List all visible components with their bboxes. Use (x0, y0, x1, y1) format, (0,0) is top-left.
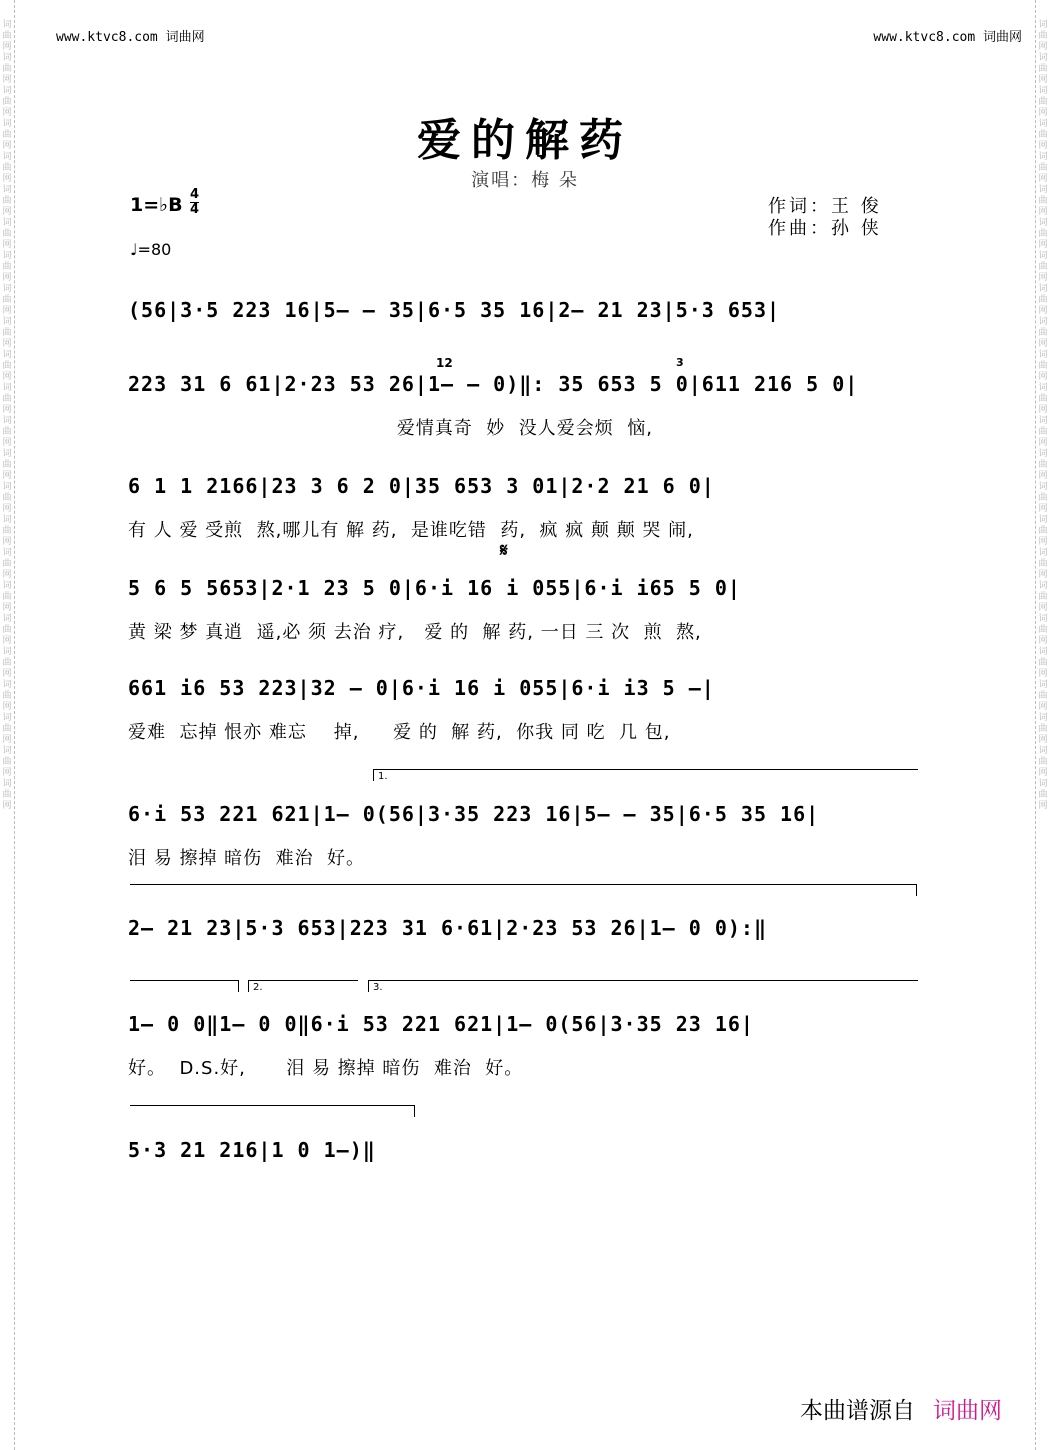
lyrics-line: 黄 梁 梦 真逍 遥,必 须 去治 疗, 爱 的 解 药, 一日 三 次 煎 熬, (128, 622, 702, 643)
notation-line: 661 i6 53 223|32 – 0|6·i 16 i 055|6·i i3 5 –| (128, 676, 715, 700)
first-ending-bracket (373, 769, 918, 770)
repeat-count-mark: 12 (436, 356, 453, 370)
score-row-6 (128, 802, 923, 869)
lyrics-line: 泪 易 擦掉 暗伤 难治 好。 (128, 848, 366, 869)
third-ending-continuation-edge (414, 1105, 415, 1117)
notation-line: (56|3·5 223 16|5– – 35|6·5 35 16|2– 21 23|5·3 653| (128, 298, 781, 322)
score-row-3 (128, 474, 923, 541)
second-ending-bracket (248, 980, 358, 981)
first-ending-tail (130, 980, 238, 981)
notation-line: 5·3 21 216|1 0 1–)‖ (128, 1138, 376, 1162)
composer: 作曲：孙 侠 (768, 218, 882, 239)
first-ending-label: 1. (378, 771, 388, 782)
lyrics-line: 爱情真奇 妙 没人爱会烦 恼, (128, 418, 653, 439)
footer-source (800, 1392, 1002, 1425)
score-row-1 (128, 298, 923, 358)
first-ending-bracket-edge (373, 769, 374, 781)
watermark-left: 词曲网 词曲网 词曲网 词曲网 词曲网 词曲网 词曲网 词曲网 词曲网 词曲网 词曲网 词曲网 词曲网 词曲网 词曲网 词曲网 词曲网 词曲网 词曲网 词曲网 词曲网 词曲网 词曲网 词曲网 (2, 20, 12, 811)
third-ending-continuation (130, 1105, 414, 1106)
lyricist: 作词：王 俊 (768, 196, 882, 217)
notation-line: 223 31 6 61|2·23 53 26|1– – 0)‖: 35 653 5 0|611 216 5 0| (128, 372, 859, 396)
first-ending-continuation-edge (916, 884, 917, 896)
song-title: 爱的解药 (417, 115, 633, 166)
brand-link[interactable]: 词曲网 (933, 1398, 1002, 1424)
score-row-2 (128, 372, 923, 439)
tempo-marking: ♩=80 (130, 240, 172, 259)
site-link-right[interactable]: www.ktvc8.com 词曲网 (873, 30, 1022, 45)
score-row-9 (128, 1138, 923, 1198)
time-signature-bottom: 4 (190, 202, 200, 217)
score-row-7 (128, 916, 923, 976)
lyrics-line: 爱难 忘掉 恨亦 难忘 掉, 爱 的 解 药, 你我 同 吃 几 包, (128, 722, 671, 743)
second-ending-label: 2. (253, 982, 263, 993)
third-ending-bracket (368, 980, 918, 981)
lyrics-line: 好。 D.S.好, 泪 易 擦掉 暗伤 难治 好。 (128, 1058, 524, 1079)
score-row-5 (128, 676, 923, 743)
notation-line: 6·i 53 221 621|1– 0(56|3·35 223 16|5– – 35|6·5 35 16| (128, 802, 820, 826)
triplet-mark: 3 (676, 356, 684, 369)
singer: 演唱：梅 朵 (471, 170, 579, 191)
source-label: 本曲谱源自 (800, 1398, 915, 1424)
score-row-4 (128, 576, 923, 643)
score-row-8 (128, 1012, 923, 1079)
key-signature: 1=♭B (130, 194, 183, 216)
notation-line: 6 1 1 2166|23 3 6 2 0|35 653 3 01|2·2 21 6 0| (128, 474, 715, 498)
first-ending-continuation (130, 884, 916, 885)
lyrics-line: 有 人 爱 受煎 熬,哪儿有 解 药, 是谁吃错 药, 疯 疯 颠 颠 哭 闹, (128, 520, 694, 541)
notation-line: 5 6 5 5653|2·1 23 5 0|6·i 16 i 055|6·i i65 5 0| (128, 576, 741, 600)
time-signature-top: 4 (190, 187, 200, 202)
site-link-left[interactable]: www.ktvc8.com 词曲网 (56, 30, 205, 45)
first-ending-tail-edge (238, 980, 239, 992)
notation-line: 2– 21 23|5·3 653|223 31 6·61|2·23 53 26|1– 0 0):‖ (128, 916, 768, 940)
third-ending-label: 3. (373, 982, 383, 993)
watermark-right: 词曲网 词曲网 词曲网 词曲网 词曲网 词曲网 词曲网 词曲网 词曲网 词曲网 词曲网 词曲网 词曲网 词曲网 词曲网 词曲网 词曲网 词曲网 词曲网 词曲网 词曲网 词曲网 词曲网 词曲网 (1038, 20, 1048, 811)
third-ending-bracket-edge (368, 980, 369, 992)
credits (768, 196, 882, 240)
segno-sign: 𝄋 (500, 540, 508, 561)
notation-line: 1– 0 0‖1– 0 0‖6·i 53 221 621|1– 0(56|3·35 23 16| (128, 1012, 754, 1036)
time-signature (190, 188, 199, 217)
second-ending-bracket-edge (248, 980, 249, 992)
